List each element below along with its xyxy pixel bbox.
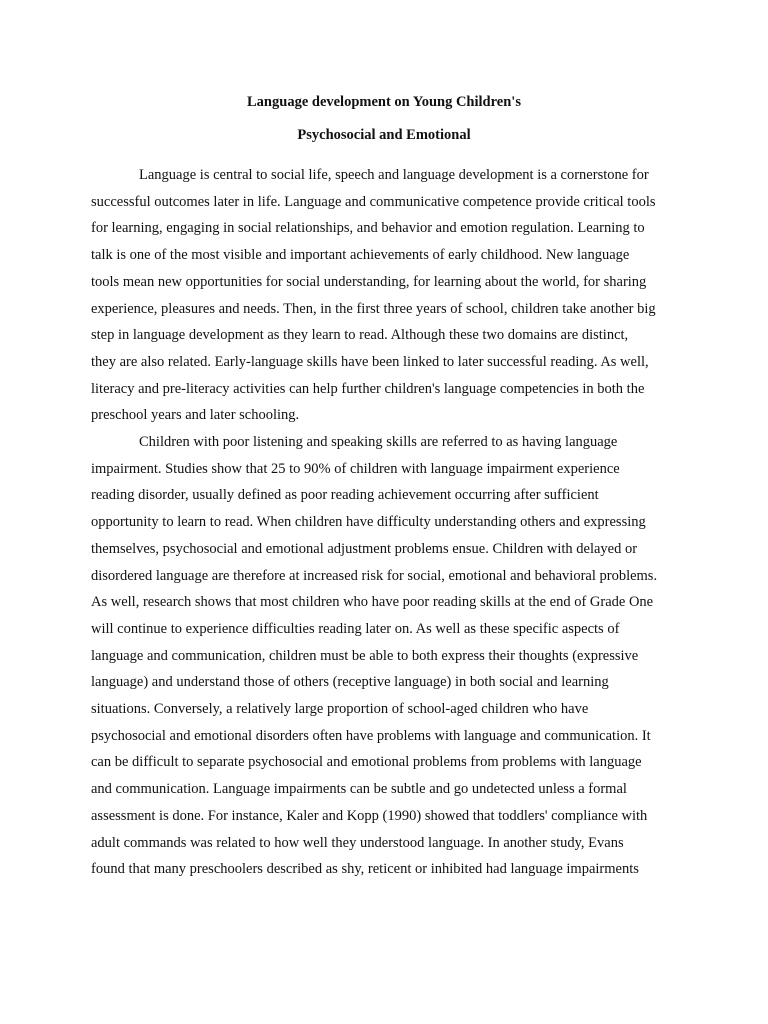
- paragraph-line: impairment. Studies show that 25 to 90% of children with language impairment experience: [91, 460, 620, 477]
- paragraph-line: they are also related. Early-language skills have been linked to later successful reading. As well,: [91, 353, 649, 370]
- paragraph-line: found that many preschoolers described as shy, reticent or inhibited had language impairments: [91, 861, 639, 878]
- paragraph-line: talk is one of the most visible and important achievements of early childhood. New language: [91, 247, 630, 264]
- paragraph-line: preschool years and later schooling.: [91, 407, 300, 424]
- paragraph-line: will continue to experience difficulties reading later on. As well as these specific aspects of: [91, 620, 620, 637]
- paragraph-line: Language is central to social life, speech and language development is a cornerstone for: [139, 167, 649, 183]
- paragraph-line: experience, pleasures and needs. Then, in the first three years of school, children take another big: [91, 300, 656, 317]
- paragraph-line: and communication. Language impairments can be subtle and go undetected unless a formal: [91, 781, 627, 798]
- paragraph-line: for learning, engaging in social relationships, and behavior and emotion regulation. Learning to: [91, 220, 645, 237]
- paragraph-line: successful outcomes later in life. Language and communicative competence provide critical tools: [91, 193, 656, 210]
- paragraph-line: As well, research shows that most children who have poor reading skills at the end of Grade One: [91, 594, 654, 611]
- paragraph-line: reading disorder, usually defined as poor reading achievement occurring after sufficient: [91, 487, 599, 504]
- paragraph-line: disordered language are therefore at increased risk for social, emotional and behavioral problems.: [91, 567, 658, 584]
- paragraph-line: psychosocial and emotional disorders often have problems with language and communication. It: [91, 727, 651, 744]
- paragraph-line: tools mean new opportunities for social understanding, for learning about the world, for sharing: [91, 273, 647, 290]
- paragraph-line: adult commands was related to how well they understood language. In another study, Evans: [91, 834, 624, 851]
- paragraph-line: themselves, psychosocial and emotional adjustment problems ensue. Children with delayed or: [91, 540, 638, 557]
- paragraph-line: language and communication, children must be able to both express their thoughts (expressive: [91, 647, 639, 664]
- paragraph-line: step in language development as they learn to read. Although these two domains are distinct,: [91, 327, 629, 344]
- paragraph-line: assessment is done. For instance, Kaler and Kopp (1990) showed that toddlers' compliance with: [91, 807, 648, 824]
- paragraph-line: Children with poor listening and speaking skills are referred to as having language: [139, 434, 618, 451]
- paragraph-line: situations. Conversely, a relatively large proportion of school-aged children who have: [91, 701, 589, 718]
- paragraph-1: [91, 162, 691, 429]
- document-title: [0, 92, 768, 145]
- paragraph-line: language) and understand those of others (receptive language) in both social and learning: [91, 674, 609, 691]
- paragraph-line: can be difficult to separate psychosocial and emotional problems from problems with language: [91, 754, 642, 771]
- paragraph-2: [91, 429, 691, 883]
- document-body: [91, 162, 691, 883]
- title-line-1: Language development on Young Children's: [247, 94, 521, 110]
- paragraph-line: literacy and pre-literacy activities can help further children's language competencies in both the: [91, 380, 645, 397]
- title-line-2: Psychosocial and Emotional: [297, 127, 471, 143]
- paragraph-line: opportunity to learn to read. When children have difficulty understanding others and expressing: [91, 514, 646, 531]
